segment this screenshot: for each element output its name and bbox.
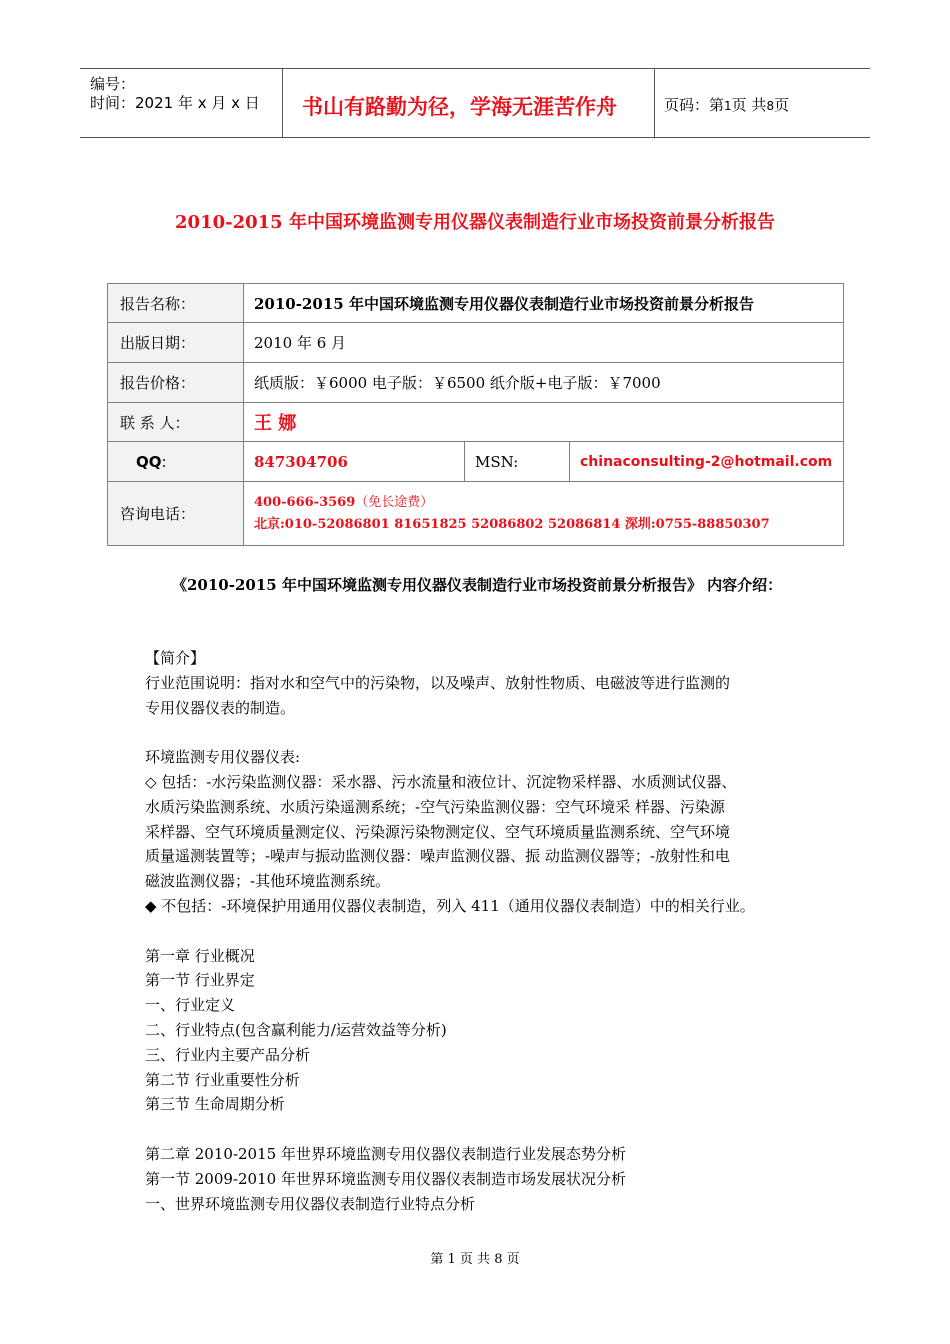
report-name-value: 2010-2015 年中国环境监测专用仪器仪表制造行业市场投资前景分析报告 bbox=[244, 284, 844, 323]
page-total: 8 bbox=[766, 99, 775, 113]
paragraph-line: 专用仪器仪表的制造。 bbox=[145, 698, 296, 717]
table-row bbox=[108, 323, 844, 363]
table-row bbox=[108, 403, 844, 442]
header-motto-cell bbox=[282, 69, 655, 137]
phone-hotline: 400-666-3569 bbox=[254, 494, 356, 510]
table-row bbox=[108, 482, 844, 546]
toc-line: 一、世界环境监测专用仪器仪表制造行业特点分析 bbox=[145, 1194, 476, 1213]
msn-value: chinaconsulting-2@hotmail.com bbox=[570, 442, 844, 482]
paragraph-line: ◇ 包括：-水污染监测仪器：采水器、污水流量和液位计、沉淀物采样器、水质测试仪器、 bbox=[145, 772, 737, 791]
table-row bbox=[108, 284, 844, 323]
toc-line: 第一节 行业界定 bbox=[145, 971, 255, 990]
date-label: 时间：2021 年 x 月 x 日 bbox=[90, 94, 260, 112]
report-name-label: 报告名称： bbox=[108, 284, 244, 323]
msn-label: MSN: bbox=[465, 442, 570, 482]
paragraph-line: 采样器、空气环境质量测定仪、污染源污染物测定仪、空气环境质量监测系统、空气环境 bbox=[145, 822, 731, 841]
toc-line: 第二章 2010-2015 年世界环境监测专用仪器仪表制造行业发展态势分析 bbox=[145, 1144, 626, 1163]
paragraph-line: ◆ 不包括：-环境保护用通用仪器仪表制造，列入 411（通用仪器仪表制造）中的相关行业。 bbox=[145, 896, 755, 915]
page-suffix: 页 bbox=[774, 96, 790, 114]
toc-line: 二、行业特点(包含赢利能力/运营效益等分析) bbox=[145, 1020, 447, 1039]
toc-line: 第二节 行业重要性分析 bbox=[145, 1070, 300, 1089]
date-value: 2010 年 6 月 bbox=[244, 323, 844, 363]
content-body bbox=[145, 646, 825, 1216]
page-footer: 第 1 页 共 8 页 bbox=[430, 1252, 520, 1267]
price-label: 报告价格： bbox=[108, 363, 244, 403]
section-heading: 【简介】 bbox=[145, 649, 206, 667]
table-row bbox=[108, 442, 844, 482]
phone-hotline-note: （免长途费） bbox=[355, 494, 434, 510]
content-intro: 《2010-2015 年中国环境监测专用仪器仪表制造行业市场投资前景分析报告》 内容介绍： bbox=[172, 576, 783, 594]
toc-line: 一、行业定义 bbox=[145, 996, 236, 1015]
paragraph-line: 水质污染监测系统、水质污染遥测系统；-空气污染监测仪器：空气环境采 样器、污染源 bbox=[145, 797, 725, 816]
phone-cell bbox=[244, 482, 844, 546]
paragraph-line: 磁波监测仪器；-其他环境监测系统。 bbox=[145, 872, 391, 891]
page-number: 1 bbox=[724, 99, 732, 113]
price-value: 纸质版：￥6000 电子版：￥6500 纸介版+电子版：￥7000 bbox=[244, 363, 844, 403]
page-header bbox=[80, 68, 870, 138]
toc-line: 第一节 2009-2010 年世界环境监测专用仪器仪表制造市场发展状况分析 bbox=[145, 1169, 626, 1188]
header-page-info bbox=[664, 94, 789, 115]
page-mid: 页 共 bbox=[731, 96, 767, 114]
phone-numbers: 北京:010-52086801 81651825 52086802 52086814 深圳:0755-88850307 bbox=[254, 516, 770, 532]
header-meta bbox=[80, 69, 283, 137]
report-info-table bbox=[107, 283, 844, 546]
phone-label: 咨询电话： bbox=[108, 482, 244, 546]
qq-colon: : bbox=[161, 452, 167, 471]
contact-value: 王 娜 bbox=[244, 403, 844, 442]
header-motto: 书山有路勤为径，学海无涯苦作舟 bbox=[302, 95, 617, 119]
toc-line: 第三节 生命周期分析 bbox=[145, 1095, 285, 1114]
page-prefix: 页码：第 bbox=[664, 96, 725, 114]
paragraph-line: 行业范围说明：指对水和空气中的污染物，以及噪声、放射性物质、电磁波等进行监测的 bbox=[145, 673, 731, 692]
qq-label-cell bbox=[108, 442, 244, 482]
contact-label: 联 系 人： bbox=[108, 403, 244, 442]
paragraph-line: 质量遥测装置等；-噪声与振动监测仪器：噪声监测仪器、振 动监测仪器等；-放射性和电 bbox=[145, 847, 730, 866]
qq-value: 847304706 bbox=[244, 442, 465, 482]
report-title: 2010-2015 年中国环境监测专用仪器仪表制造行业市场投资前景分析报告 bbox=[175, 212, 775, 233]
serial-label: 编号： bbox=[90, 75, 136, 93]
paragraph-line: 环境监测专用仪器仪表: bbox=[145, 748, 301, 767]
table-row bbox=[108, 363, 844, 403]
toc-line: 三、行业内主要产品分析 bbox=[145, 1045, 311, 1064]
toc-line: 第一章 行业概况 bbox=[145, 946, 255, 965]
qq-label: QQ bbox=[136, 452, 162, 471]
date-label-cell: 出版日期： bbox=[108, 323, 244, 363]
